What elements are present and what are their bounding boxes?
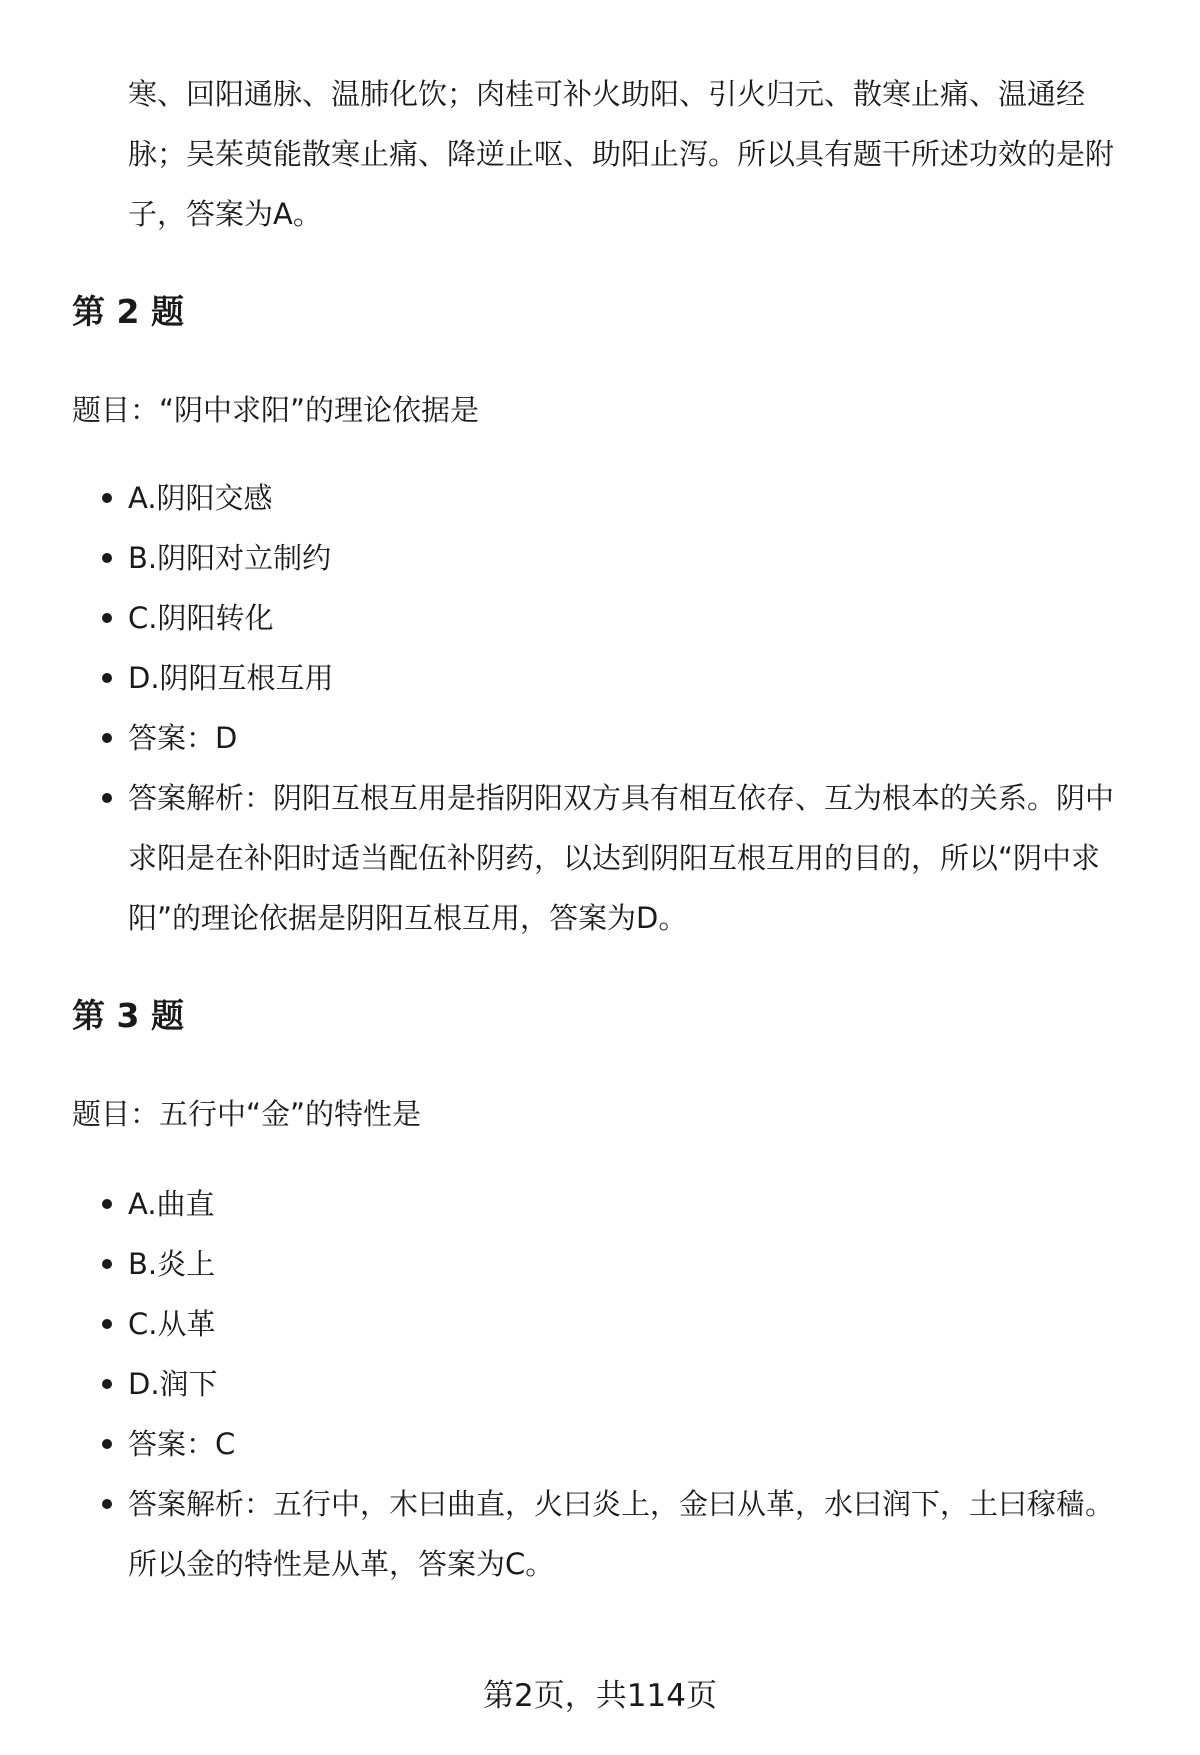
question-2-options: [128, 468, 1138, 948]
question-2-option-c: C.阴阳转化: [128, 588, 1138, 648]
question-3-options: [128, 1174, 1138, 1594]
previous-answer-analysis-continuation: 寒、回阳通脉、温肺化饮；肉桂可补火助阳、引火归元、散寒止痛、温通经脉；吴茱萸能散寒止痛、降逆止呕、助阳止泻。所以具有题干所述功效的是附子，答案为A。: [128, 77, 1115, 231]
question-2-prompt: 题目：“阴中求阳”的理论依据是: [72, 393, 480, 427]
question-2-answer: 答案：D: [128, 708, 1138, 768]
question-3-option-c: C.从革: [128, 1294, 1138, 1354]
question-3-analysis: 答案解析：五行中，木曰曲直，火曰炎上，金曰从革，水曰润下，土曰稼穑。所以金的特性是从革，答案为C。: [128, 1474, 1138, 1594]
question-3-option-b: B.炎上: [128, 1234, 1138, 1294]
question-2-option-a: A.阴阳交感: [128, 468, 1138, 528]
page-number-footer: 第2页，共114页: [483, 1678, 717, 1714]
question-3-option-a: A.曲直: [128, 1174, 1138, 1234]
question-3-heading: 第 3 题: [72, 996, 184, 1035]
question-2-heading: 第 2 题: [72, 292, 184, 331]
question-2-option-d: D.阴阳互根互用: [128, 648, 1138, 708]
question-3-prompt: 题目：五行中“金”的特性是: [72, 1097, 422, 1131]
question-2-option-b: B.阴阳对立制约: [128, 528, 1138, 588]
question-3-option-d: D.润下: [128, 1354, 1138, 1414]
question-2-analysis: 答案解析：阴阳互根互用是指阴阳双方具有相互依存、互为根本的关系。阴中求阳是在补阳时适当配伍补阴药，以达到阴阳互根互用的目的，所以“阴中求阳”的理论依据是阴阳互根互用，答案为D。: [128, 768, 1138, 948]
question-3-answer: 答案：C: [128, 1414, 1138, 1474]
